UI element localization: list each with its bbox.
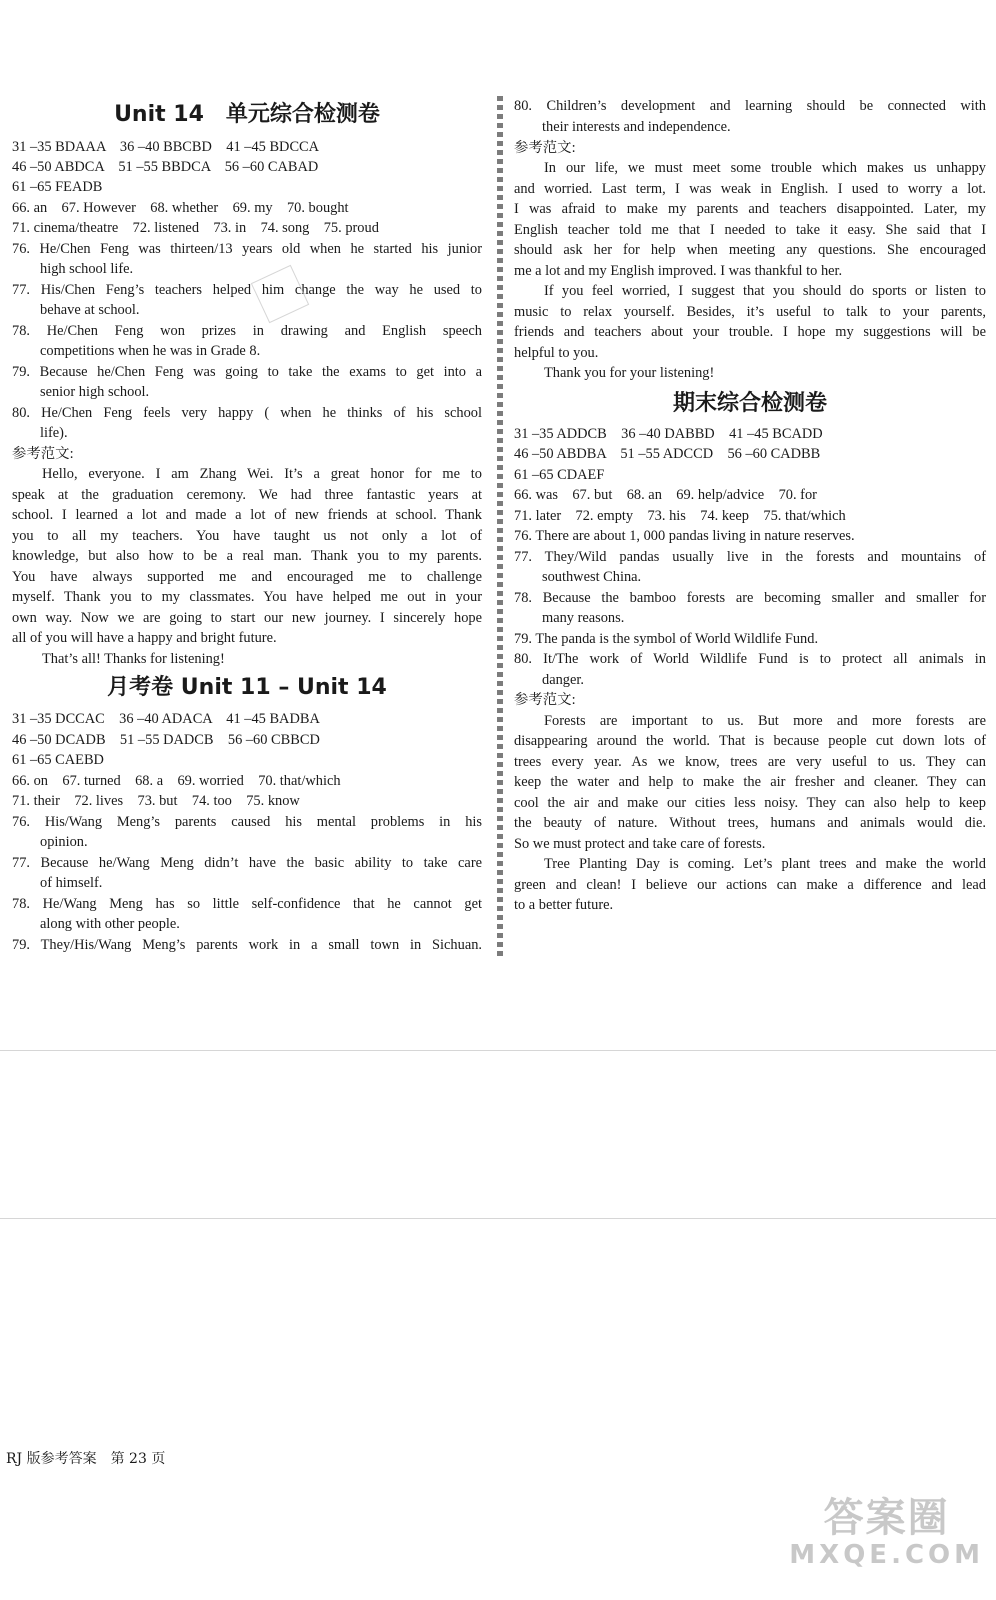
essay-line: That’s all! Thanks for listening! [42, 651, 225, 667]
watermark-top: 答案圈 [823, 1495, 950, 1541]
answer-line: along with other people. [40, 916, 180, 932]
answer-line: 66. was 67. but 68. an 69. help/advice 70. for [514, 487, 817, 503]
essay-line: school. I learned a lot and made a lot of new friends at school. Thank [12, 507, 482, 523]
unit14-heading: Unit 14 单元综合检测卷 [114, 102, 380, 127]
answer-line: 61 –65 CDAEF [514, 467, 605, 483]
essay-line: the beauty of nature. Without trees, humans and animals would die. [514, 815, 986, 831]
answer-line: 79. The panda is the symbol of World Wildlife Fund. [514, 631, 819, 647]
essay-line: keep the water and help to make the air fresher and cleaner. They can [514, 774, 986, 790]
essay-line: In our life, we must meet some trouble which makes us unhappy [544, 160, 986, 176]
answer-line: 78. He/Wang Meng has so little self-confidence that he cannot get [12, 896, 482, 912]
answer-line: 31 –35 DCCAC 36 –40 ADACA 41 –45 BADBA [12, 711, 320, 727]
answer-line: 76. He/Chen Feng was thirteen/13 years old when he started his junior [12, 241, 482, 257]
page-footer: RJ 版参考答案 第 23 页 [6, 1451, 166, 1467]
answer-line: 31 –35 ADDCB 36 –40 DABBD 41 –45 BCADD [514, 426, 823, 442]
answer-line: 80. He/Chen Feng feels very happy ( when he thinks of his school [12, 405, 482, 421]
answer-line: southwest China. [542, 569, 642, 585]
essay-line: Hello, everyone. I am Zhang Wei. It’s a great honor for me to [42, 466, 482, 482]
essay-line: You have always supported me and encouraged me to challenge [12, 569, 482, 585]
essay-line: should ask her for help when meeting any questions. She encouraged [514, 242, 986, 258]
sample-essay-label: 参考范文: [514, 140, 576, 156]
essay-line: all of you will have a happy and bright future. [12, 630, 277, 646]
answer-line: 71. cinema/theatre 72. listened 73. in 74. song 75. proud [12, 220, 379, 236]
answer-line: 80. It/The work of World Wildlife Fund is to protect all animals in [514, 651, 986, 667]
watermark-logo [789, 1496, 984, 1570]
answer-line: their interests and independence. [542, 119, 731, 135]
sample-essay-label: 参考范文: [12, 446, 74, 462]
answer-line: 80. Children’s development and learning should be connected with [514, 98, 986, 114]
answer-line: 31 –35 BDAAA 36 –40 BBCBD 41 –45 BDCCA [12, 139, 320, 155]
answer-line: 76. There are about 1, 000 pandas living in nature reserves. [514, 528, 855, 544]
answer-line: 76. His/Wang Meng’s parents caused his mental problems in his [12, 814, 482, 830]
essay-line: you to all my teachers. You have taught us not only a lot of [12, 528, 482, 544]
essay-line: English teacher told me that I needed to take it easy. She said that I [514, 222, 986, 238]
answer-line: opinion. [40, 834, 88, 850]
essay-line: and worried. Last term, I was weak in English. I used to worry a lot. [514, 181, 986, 197]
answer-line: 71. later 72. empty 73. his 74. keep 75. that/which [514, 508, 846, 524]
answer-line: 77. They/Wild pandas usually live in the forests and mountains of [514, 549, 986, 565]
essay-line: friends and teachers about your trouble. I hope my suggestions will be [514, 324, 986, 340]
essay-line: If you feel worried, I suggest that you should do sports or listen to [544, 283, 986, 299]
answer-line: 79. Because he/Chen Feng was going to take the exams to get into a [12, 364, 482, 380]
answer-line: 78. Because the bamboo forests are becoming smaller and smaller for [514, 590, 986, 606]
essay-line: music to relax yourself. Besides, it’s useful to talk to your parents, [514, 304, 986, 320]
page-fold-line [0, 1218, 996, 1219]
monthly-exam-heading: 月考卷 Unit 11 – Unit 14 [107, 675, 387, 700]
essay-line: knowledge, but also how to be a real man. Thank you to my parents. [12, 548, 482, 564]
essay-line: to a better future. [514, 897, 614, 913]
essay-line: own way. Now we are going to start our new journey. I sincerely hope [12, 610, 482, 626]
answer-line: 78. He/Chen Feng won prizes in drawing and English speech [12, 323, 482, 339]
essay-line: Forests are important to us. But more and more forests are [544, 713, 986, 729]
answer-line: high school life. [40, 261, 134, 277]
answer-line: 79. They/His/Wang Meng’s parents work in a small town in Sichuan. [12, 937, 482, 953]
essay-line: me a lot and my English improved. I was thankful to her. [514, 263, 843, 279]
answer-line: danger. [542, 672, 584, 688]
answer-line: 46 –50 ABDBA 51 –55 ADCCD 56 –60 CADBB [514, 446, 821, 462]
answer-line: senior high school. [40, 384, 150, 400]
final-exam-heading: 期末综合检测卷 [672, 391, 827, 416]
essay-line: myself. Thank you to my classmates. You have helped me out in your [12, 589, 482, 605]
essay-line: Tree Planting Day is coming. Let’s plant trees and make the world [544, 856, 986, 872]
essay-line: So we must protect and take care of forests. [514, 836, 766, 852]
column-divider [497, 96, 503, 956]
essay-line: green and clean! I believe our actions can make a difference and lead [514, 877, 986, 893]
answer-line: 71. their 72. lives 73. but 74. too 75. know [12, 793, 300, 809]
essay-line: cool the air and make our cities less noisy. They can also help to keep [514, 795, 986, 811]
answer-line: competitions when he was in Grade 8. [40, 343, 261, 359]
essay-line: helpful to you. [514, 345, 599, 361]
answer-line: many reasons. [542, 610, 625, 626]
answer-line: 66. an 67. However 68. whether 69. my 70. bought [12, 200, 349, 216]
page-fold-line [0, 1050, 996, 1051]
answer-line: life). [40, 425, 68, 441]
essay-line: Thank you for your listening! [544, 365, 715, 381]
answer-line: 46 –50 DCADB 51 –55 DADCB 56 –60 CBBCD [12, 732, 320, 748]
essay-line: trees every year. As we know, trees are very useful to us. They can [514, 754, 986, 770]
answer-line: 66. on 67. turned 68. a 69. worried 70. that/which [12, 773, 341, 789]
essay-line: speak at the graduation ceremony. We had three fantastic years at [12, 487, 482, 503]
answer-line: of himself. [40, 875, 103, 891]
answer-line: 77. His/Chen Feng’s teachers helped him change the way he used to [12, 282, 482, 298]
essay-line: disappearing around the world. That is because people cut down lots of [514, 733, 986, 749]
essay-line: I was afraid to make my parents and teachers disappointed. Later, my [514, 201, 986, 217]
answer-line: 77. Because he/Wang Meng didn’t have the basic ability to take care [12, 855, 482, 871]
answer-line: 46 –50 ABDCA 51 –55 BBDCA 56 –60 CABAD [12, 159, 319, 175]
sample-essay-label: 参考范文: [514, 692, 576, 708]
answer-line: behave at school. [40, 302, 140, 318]
answer-line: 61 –65 FEADB [12, 179, 103, 195]
answer-line: 61 –65 CAEBD [12, 752, 104, 768]
watermark-bottom: MXQE.COM [789, 1540, 984, 1570]
